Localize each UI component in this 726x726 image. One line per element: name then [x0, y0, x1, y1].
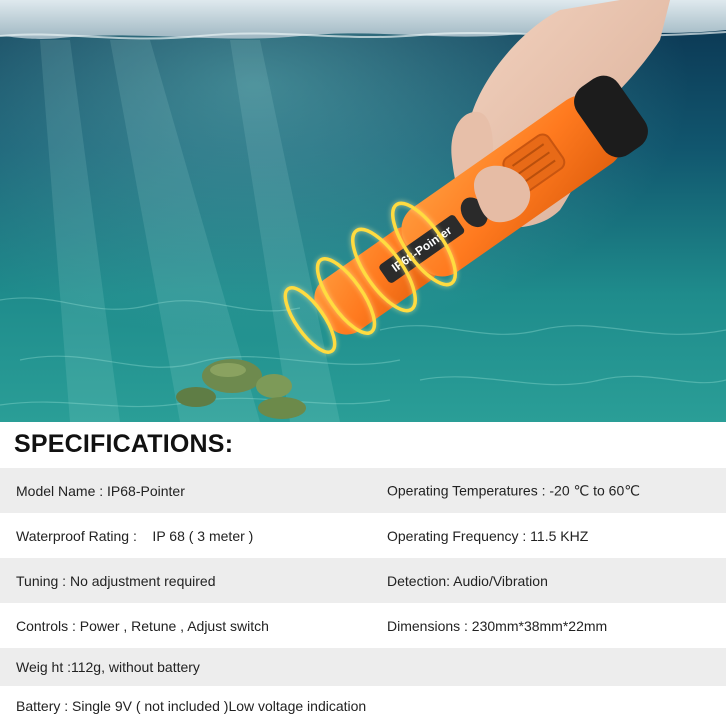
- specifications-title-colon: :: [224, 430, 234, 458]
- spec-row: [0, 558, 726, 603]
- spec-model-name: Model Name : IP68-Pointer: [16, 482, 185, 499]
- spec-row: [0, 468, 726, 513]
- spec-weight: Weig ht :112g, without battery: [16, 659, 200, 675]
- spec-battery: Battery : Single 9V ( not included )Low voltage indication: [16, 698, 367, 714]
- spec-tuning: Tuning : No adjustment required: [16, 572, 216, 589]
- spec-row: [0, 648, 726, 686]
- spec-waterproof-rating: Waterproof Rating : IP 68 ( 3 meter ): [16, 527, 254, 544]
- specifications-title: [14, 430, 233, 459]
- spec-operating-temperatures: Operating Temperatures : -20 ℃ to 60℃: [387, 482, 640, 498]
- device-label: IP68-Pointer: [389, 223, 455, 275]
- spec-controls: Controls : Power , Retune , Adjust switch: [16, 617, 269, 634]
- specifications-table: [0, 468, 726, 726]
- spec-row: [0, 686, 726, 726]
- spec-row: [0, 603, 726, 648]
- specifications-title-text: SPECIFICATIONS: [14, 430, 225, 458]
- spec-detection: Detection: Audio/Vibration: [387, 572, 548, 589]
- spec-row: [0, 513, 726, 558]
- spec-operating-frequency: Operating Frequency : 11.5 KHZ: [387, 527, 589, 544]
- spec-dimensions: Dimensions : 230mm*38mm*22mm: [387, 617, 608, 634]
